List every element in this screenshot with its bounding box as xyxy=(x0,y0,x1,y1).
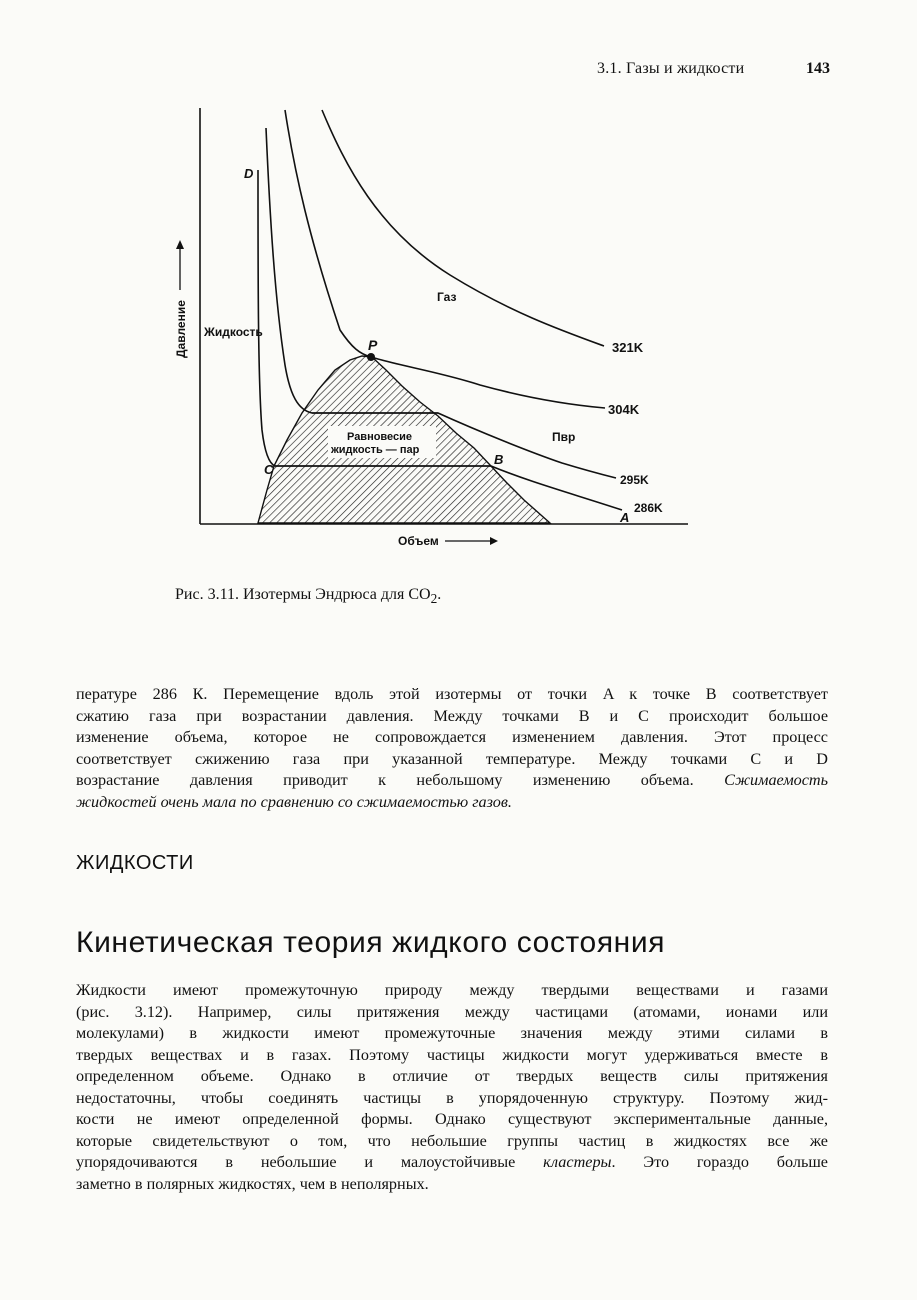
text-line: заметно в полярных жидкостях, чем в неполярных. xyxy=(76,1174,429,1193)
isotherm-304k-line xyxy=(285,110,605,408)
text-line: возрастание давления приводит к небольшому изменению объема. Сжимаемость xyxy=(76,771,828,789)
section-label: ЖИДКОСТИ xyxy=(76,852,194,874)
section-title: Кинетическая теория жидкого состояния xyxy=(76,926,666,959)
term-clusters: кластеры xyxy=(543,1153,612,1171)
figure-caption: Рис. 3.11. Изотермы Эндрюса для $CO_2$. xyxy=(175,586,442,607)
x-axis-title: Объем xyxy=(398,534,439,548)
text-line: изменение объема, которое не сопровождается изменением давления. Этот процесс xyxy=(76,728,828,746)
region-label-liquid: Жидкость xyxy=(204,325,263,339)
point-label-p: P xyxy=(368,337,378,353)
paragraph-kinetic-theory xyxy=(76,980,828,1195)
text-line: кости не имеют определенной формы. Однако существуют экспериментальные данные, xyxy=(76,1110,828,1128)
running-head: 3.1. Газы и жидкости xyxy=(597,60,745,77)
text-line: пературе 286 К. Перемещение вдоль этой изотермы от точки A к точке B соответствует xyxy=(76,685,828,703)
text-line: определенном объеме. Однако в отличие от твердых веществ силы притяжения xyxy=(76,1067,828,1085)
isotherm-321k-line xyxy=(322,110,604,346)
region-label-gas: Газ xyxy=(437,290,457,304)
text-line: сжатию газа при возрастании давления. Между точками B и C происходит большое xyxy=(76,706,828,725)
point-label-a: A xyxy=(620,510,630,525)
y-axis-arrowhead xyxy=(176,240,184,249)
text-line: твердых веществах и в газах. Поэтому частицы жидкости могут удерживаться вместе в xyxy=(76,1045,828,1064)
text-line: жидкостей очень мала по сравнению со сжимаемостью газов. xyxy=(76,792,512,811)
term-compressibility: Сжимаемость xyxy=(724,771,828,789)
label-286k: 286K xyxy=(634,501,663,515)
page-number: 143 xyxy=(806,60,830,77)
x-axis-arrowhead xyxy=(490,537,498,545)
label-304k: 304K xyxy=(608,402,640,417)
text-line: упорядочиваются в небольшие и малоустойчивые кластеры. Это гораздо больше xyxy=(76,1153,828,1171)
paragraph-isotherm-explanation xyxy=(76,684,828,813)
text-line: молекулами) в жидкости имеют промежуточные значения между этими силами в xyxy=(76,1024,828,1042)
point-label-b: B xyxy=(494,452,504,467)
text-line: Жидкости имеют промежуточную природу между твердыми веществами и газами xyxy=(76,981,828,999)
point-label-d: D xyxy=(244,166,254,181)
critical-point-p xyxy=(367,353,375,361)
region-label-equilibrium-1: Равновесие xyxy=(347,431,413,443)
text-line: недостаточны, чтобы соединять частицы в упорядоченную структуру. Поэтому жид- xyxy=(76,1088,828,1107)
region-label-vapor: Пвр xyxy=(552,430,576,444)
region-label-equilibrium-2: жидкость — пар xyxy=(331,444,420,456)
andrews-isotherms-figure xyxy=(0,0,917,620)
label-295k: 295K xyxy=(620,473,649,487)
label-321k: 321K xyxy=(612,340,644,355)
y-axis-title: Давление xyxy=(174,300,188,358)
text-line: (рис. 3.12). Например, силы притяжения между частицами (атомами, ионами или xyxy=(76,1002,828,1021)
point-label-c: C xyxy=(264,462,274,477)
text-line: которые свидетельствуют о том, что небольшие группы частиц в жидкостях все же xyxy=(76,1131,828,1150)
text-line: соответствует сжижению газа при указанной температуре. Между точками C и D xyxy=(76,749,828,768)
